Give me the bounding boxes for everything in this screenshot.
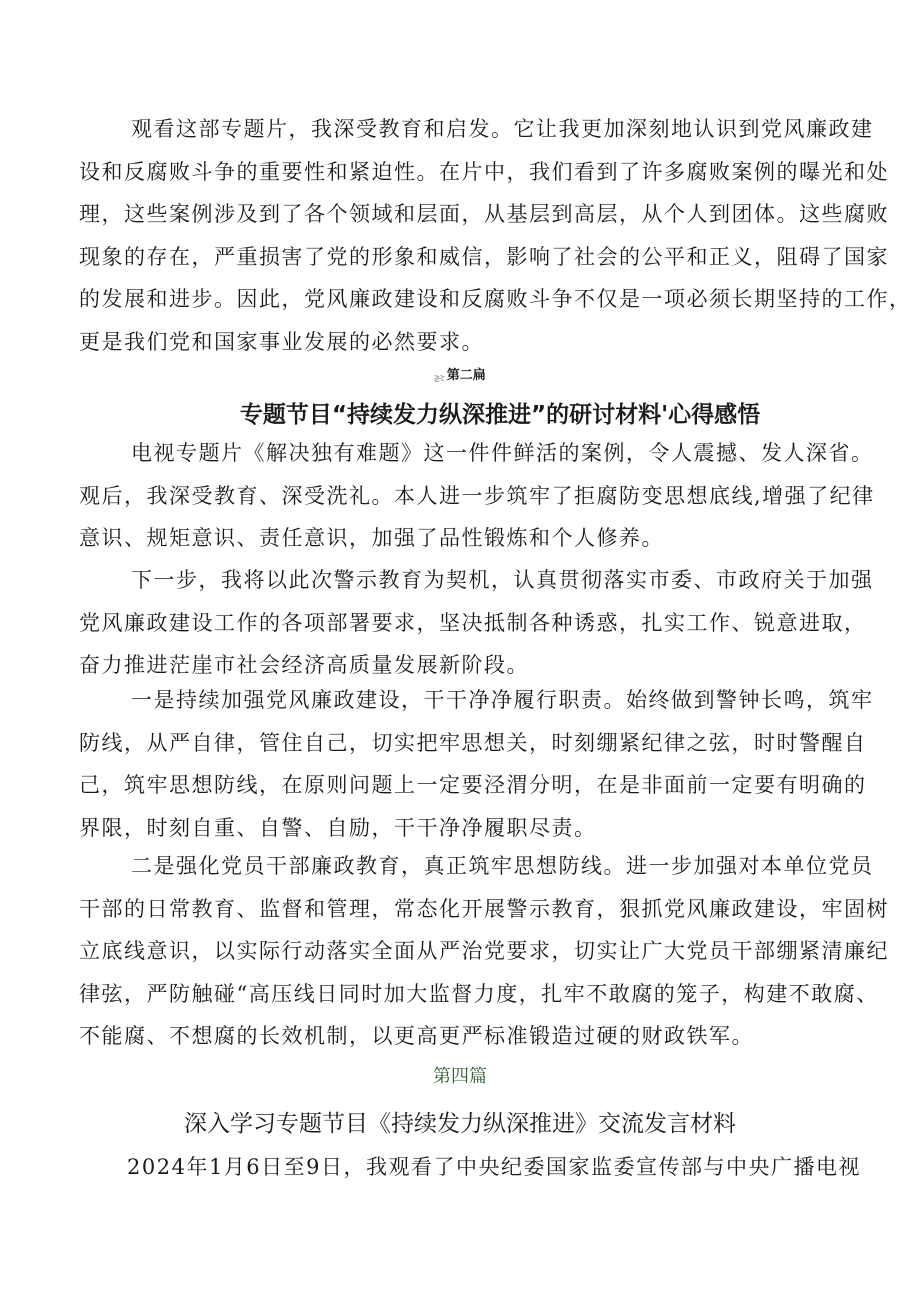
text-line: 观看这部专题片，我深受教育和启发。它让我更加深刻地认识到党风廉政建 bbox=[131, 117, 874, 141]
text-line: 2024年1月6日至9日，我观看了中央纪委国家监委宣传部与中央广播电视 bbox=[127, 1155, 862, 1179]
text-line: 理，这些案例涉及到了各个领域和层面，从基层到高层，从个人到团体。这些腐败 bbox=[79, 202, 889, 226]
text-line: 意识、规矩意识、责任意识，加强了品性锻炼和个人修养。 bbox=[79, 526, 664, 550]
text-line: 一是持续加强党风廉政建设，干干净净履行职责。始终做到警钟长鸣，筑牢 bbox=[131, 688, 874, 712]
text-line: 更是我们党和国家事业发展的必然要求。 bbox=[79, 329, 484, 354]
paragraph-point-two bbox=[79, 845, 889, 1058]
text-line: 党风廉政建设工作的各项部署要求，坚决抵制各种诱惑，扎实工作、锐意进取， bbox=[79, 610, 867, 635]
text-line: 干部的日常教育、监督和管理，常态化开展警示教育，狠抓党风廉政建设，牢固树 bbox=[79, 896, 889, 921]
text-line: 电视专题片《解决独有难题》这一件件鲜活的案例，令人震撼、发人深省。 bbox=[131, 441, 874, 465]
section-four-label: 第四篇 bbox=[433, 1066, 487, 1087]
text-line: 下一步，我将以此次警示教育为契机，认真贯彻落实市委、市政府关于加强 bbox=[131, 568, 874, 592]
paragraph-next-step bbox=[79, 559, 874, 687]
faint-mark: ݘݘ bbox=[434, 372, 445, 382]
text-line: 观后，我深受教育、深受洗礼。本人进一步筑牢了拒腐防变思想底线,增强了纪律 bbox=[79, 483, 875, 508]
text-line: 防线，从严自律，管住自己，切实把牢思想关，时刻绷紧纪律之弦，时时警醒自 bbox=[79, 730, 867, 755]
text-line: 立底线意识，以实际行动落实全面从严治党要求，切实让广大党员干部绷紧清廉纪 bbox=[79, 939, 889, 963]
section-label-text: 第二扁 bbox=[446, 368, 486, 383]
text-line: 律弦，严防触碰“高压线日同时加大监督力度，扎牢不敢腐的笼子，构建不敢腐、 bbox=[79, 981, 879, 1006]
text-line: 奋力推进茫崖市社会经济高质量发展新阶段。 bbox=[79, 653, 529, 677]
paragraph-final bbox=[79, 1146, 862, 1189]
text-line: 不能腐、不想腐的长效机制，以更高更严标准锻造过硬的财政铁军。 bbox=[79, 1024, 754, 1048]
paragraph-reflection bbox=[79, 108, 912, 363]
paragraph-point-one bbox=[79, 679, 874, 849]
text-line: 的发展和进步。因此，党风廉政建设和反腐败斗争不仅是一项必须长期坚持的工作， bbox=[79, 287, 912, 311]
text-line: 二是强化党员干部廉政教育，真正筑牢思想防线。进一步加强对本单位党员 bbox=[131, 854, 874, 878]
text-line: 设和反腐败斗争的重要性和紧迫性。在片中，我们看到了许多腐败案例的曝光和处 bbox=[79, 159, 889, 184]
section-label bbox=[0, 364, 920, 383]
text-line: 界限，时刻自重、自警、自励，干干净净履职尽责。 bbox=[79, 815, 597, 840]
section-four-title: 深入学习专题节目《持续发力纵深推进》交流发言材料 bbox=[184, 1111, 736, 1137]
paragraph-intro bbox=[79, 432, 875, 560]
text-line: 现象的存在，严重损害了党的形象和威信，影响了社会的公平和正义，阻碍了国家 bbox=[79, 244, 889, 269]
section-title: 专题节目“持续发力纵深推进”的研讨材料'心得感悟 bbox=[239, 402, 761, 428]
text-line: 己，筑牢思想防线，在原则问题上一定要泾渭分明，在是非面前一定要有明确的 bbox=[79, 773, 867, 797]
